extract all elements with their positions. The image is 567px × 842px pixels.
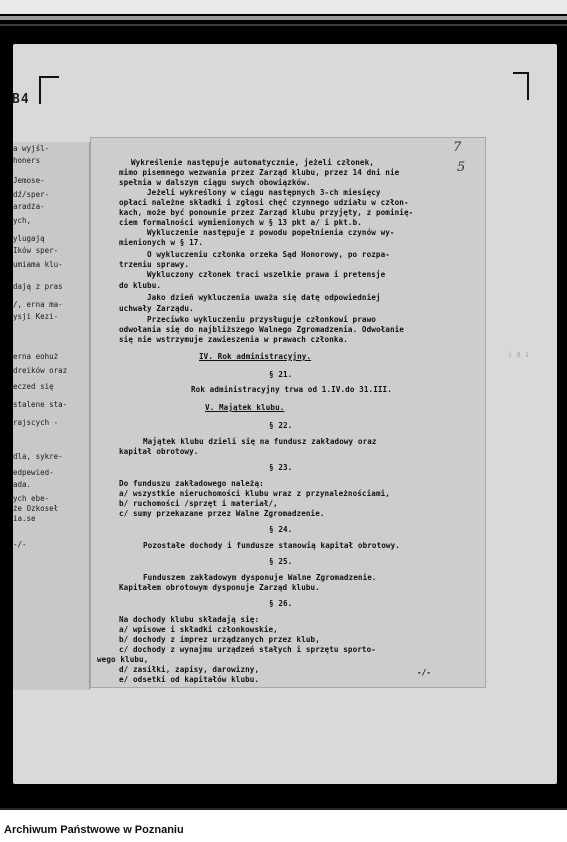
section-heading: IV. Rok administracyjny. [199, 352, 312, 361]
text-line: mimo pisemnego wezwania przez Zarząd klubu, przez 14 dni nie [119, 168, 400, 177]
text-line: a/ wpisowe i składki członkowskie, [119, 625, 278, 634]
left-line: ych ebe- [13, 494, 50, 503]
text-line: Na dochody klubu składają się: [119, 615, 260, 624]
left-line: dź/sper- [13, 190, 50, 199]
left-line: Jemose- [13, 176, 45, 185]
left-line: stalene sta- [13, 400, 68, 409]
left-line: rajscych - [13, 418, 59, 427]
top-light-strip [0, 0, 567, 14]
left-line: dreików oraz [13, 366, 68, 375]
text-line: się nie wstrzymuje zawieszenia w prawach członka. [119, 335, 348, 344]
archive-footer [0, 808, 567, 842]
document-page [91, 138, 485, 687]
text-line: e/ odsetki od kapitałów klubu. [119, 675, 260, 684]
paragraph-number: § 23. [269, 463, 293, 472]
top-divider-dark [0, 24, 567, 26]
left-line: aradża- [13, 202, 45, 211]
text-line: O wykluczeniu członka orzeka Sąd Honorowy, po rozpa- [147, 250, 390, 259]
left-line: że Ozkoseł [13, 504, 59, 513]
paragraph-number: § 24. [269, 525, 293, 534]
text-line: Kapitałem obrotowym dysponuje Zarząd klubu. [119, 583, 320, 592]
crop-mark-left-icon [39, 76, 59, 104]
text-line: wego klubu, [97, 655, 149, 664]
text-line: Funduszem zakładowym dysponuje Walne Zgromadzenie. [143, 573, 377, 582]
paragraph-number: § 22. [269, 421, 293, 430]
text-line: spełnia w dalszym ciągu swych obowiązków. [119, 178, 311, 187]
text-line: Jeżeli wykreślony w ciągu następnych 3-ch miesięcy [147, 188, 381, 197]
left-line: erna eohuż [13, 352, 59, 361]
text-line: kach, może być ponownie przez Zarząd klubu przyjęty, z pominię- [119, 208, 414, 217]
left-line: a wyjśl- [13, 144, 50, 153]
top-divider [0, 16, 567, 20]
text-line: c/ dochody z wynajmu urządzeń stałych i sprzętu sporto- [119, 645, 376, 654]
left-line: ylugają [13, 234, 45, 243]
text-line: kapitał obrotowy. [119, 447, 199, 456]
microfilm-frame [13, 44, 557, 784]
left-line: Ików sper- [13, 246, 59, 255]
text-line: Rok administracyjny trwa od 1.IV.do 31.III. [191, 385, 392, 394]
section-heading: V. Majątek klubu. [205, 403, 285, 412]
text-line: Wykluczenie następuje z powodu popełnienia czynów wy- [147, 228, 395, 237]
left-line: eczed się [13, 382, 54, 391]
text-line: mienionych w § 17. [119, 238, 204, 247]
left-line: dla, sykre- [13, 452, 63, 461]
paragraph-number: § 26. [269, 599, 293, 608]
text-line: opłaci należne składki i zgłosi chęć czynnego udziału w człon- [119, 198, 409, 207]
text-line: Do funduszu zakładowego należą: [119, 479, 264, 488]
text-line: a/ wszystkie nieruchomości klubu wraz z przynależnościami, [119, 489, 390, 498]
text-line: trzeniu sprawy. [119, 260, 190, 269]
text-line: Przeciwko wykluczeniu przysługuje członkowi prawo [147, 315, 376, 324]
left-line: /, erna ma- [13, 300, 63, 309]
left-line: honers [13, 156, 41, 165]
text-line: Wykluczony członek traci wszelkie prawa i pretensje [147, 270, 386, 279]
pencil-number: 7 [453, 140, 462, 155]
paragraph-number: § 25. [269, 557, 293, 566]
left-page-fragment [13, 142, 90, 690]
left-line: dają z pras [13, 282, 63, 291]
text-line: c/ sumy przekazane przez Walne Zgromadzenie. [119, 509, 325, 518]
right-margin-mark: [ 8 1 [508, 351, 530, 359]
left-line: ia.se [13, 514, 36, 523]
continuation-mark: -/- [417, 668, 432, 677]
text-line: b/ dochody z imprez urządzanych przez klub, [119, 635, 320, 644]
text-line: Jako dzień wykluczenia uważa się datę odpowiedniej [147, 293, 381, 302]
text-line: b/ ruchomości /sprzęt i materiał/, [119, 499, 278, 508]
text-line: Wykreślenie następuje automatycznie, jeżeli członek, [131, 158, 374, 167]
left-line: -/- [13, 540, 27, 549]
text-line: uchwały Zarządu. [119, 304, 194, 313]
archive-name: Archiwum Państwowe w Poznaniu [4, 824, 184, 836]
text-line: Majątek klubu dzieli się na fundusz zakładowy oraz [143, 437, 377, 446]
pencil-number: 5 [457, 160, 466, 175]
left-line: ysji Kezi- [13, 312, 59, 321]
text-line: d/ zasiłki, zapisy, darowizny, [119, 665, 260, 674]
left-line: ych, [13, 216, 32, 225]
left-line: umiama klu- [13, 260, 63, 269]
left-line: edpewied- [13, 468, 54, 477]
frame-code: B4 [12, 92, 30, 107]
crop-mark-right-icon [513, 72, 529, 100]
text-line: do klubu. [119, 281, 162, 290]
text-line: ciem formalności wymienionych w § 13 pkt a/ i pkt.b. [119, 218, 362, 227]
text-line: odwołania się do najbliższego Walnego Zgromadzenia. Odwołanie [119, 325, 404, 334]
paragraph-number: § 21. [269, 370, 293, 379]
text-line: Pozostałe dochody i fundusze stanowią kapitał obrotowy. [143, 541, 400, 550]
left-line: ada. [13, 480, 32, 489]
